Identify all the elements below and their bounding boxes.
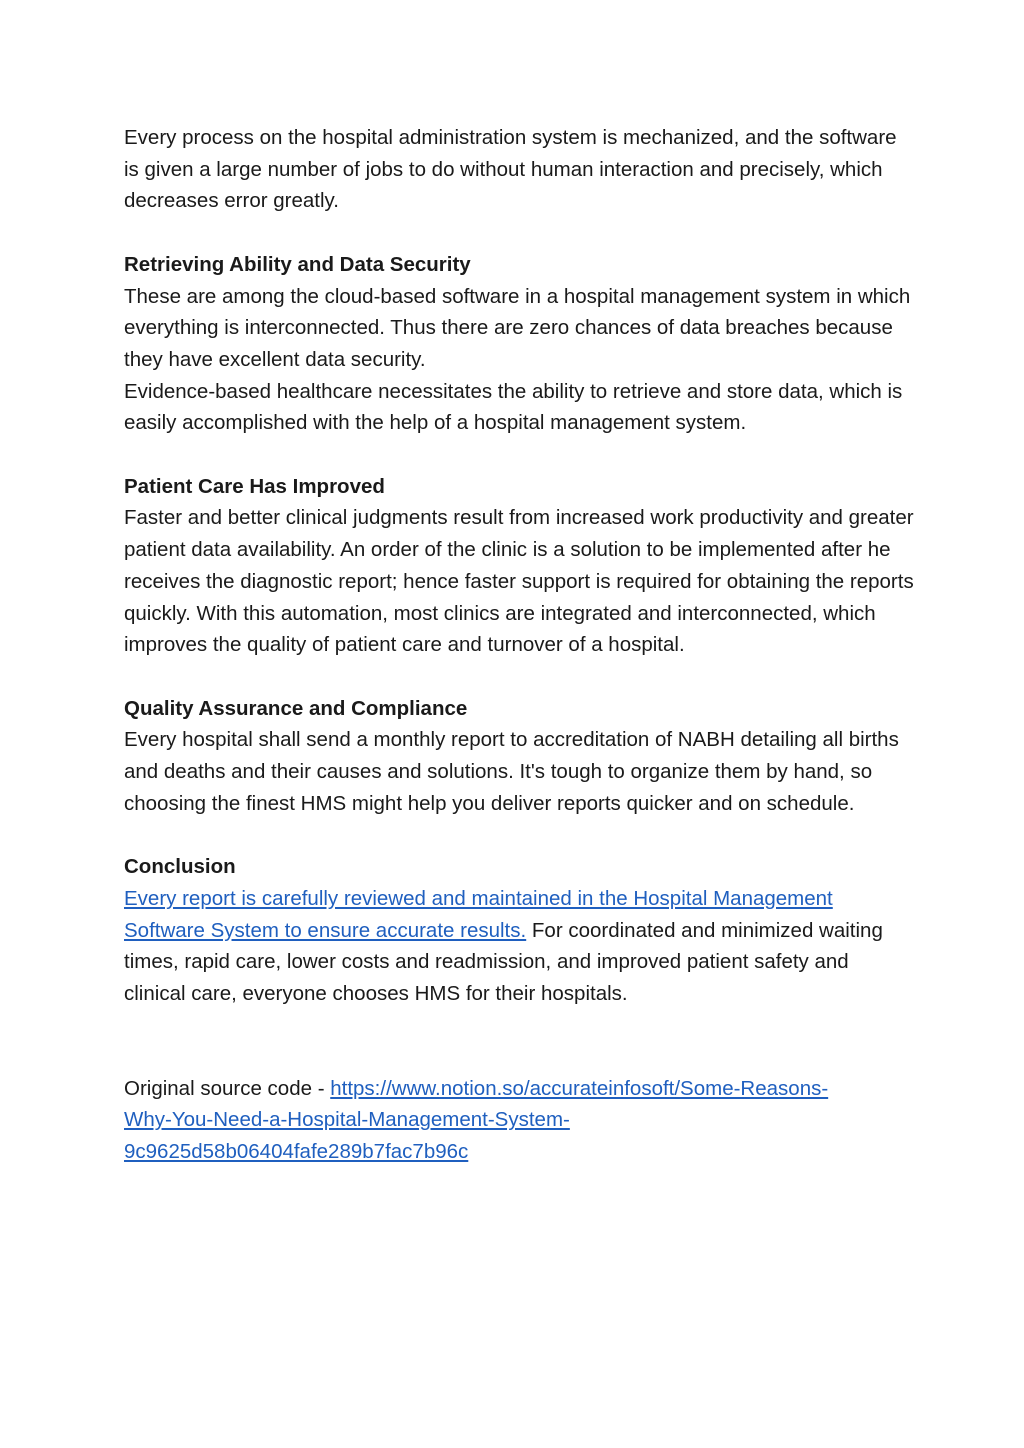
- spacer: [124, 819, 914, 851]
- document-page: [124, 122, 914, 1168]
- section-heading-quality: Quality Assurance and Compliance: [124, 696, 468, 720]
- section-heading-conclusion: Conclusion: [124, 855, 236, 879]
- source-url-link-part-3[interactable]: 9c9625d58b06404fafe289b7fac7b96c: [124, 1140, 469, 1164]
- patient-care-paragraph: Faster and better clinical judgments result from increased work productivity and greater patient data availability. An order of the clinic is a solution to be implemented after he receives the diagnostic report; hence faster support is required for obtaining the reports quickly. With this automation, most clinics are integrated and interconnected, which improves the quality of patient care and turnover of a hospital.: [124, 506, 914, 657]
- source-url-link-part-2[interactable]: Why-You-Need-a-Hospital-Management-System-: [124, 1108, 570, 1132]
- section-heading-patient-care: Patient Care Has Improved: [124, 474, 385, 498]
- source-line: [124, 1073, 914, 1105]
- source-label: Original source code -: [124, 1076, 331, 1100]
- conclusion-text: For coordinated and minimized waiting times, rapid care, lower costs and readmission, and improved patient safety and clinical care, everyone chooses HMS for their hospitals.: [124, 918, 883, 1005]
- source-url-line-3: [124, 1136, 914, 1168]
- intro-paragraph: Every process on the hospital administration system is mechanized, and the software is given a large number of jobs to do without human interaction and precisely, which decreases error greatly.: [124, 126, 897, 213]
- quality-paragraph: Every hospital shall send a monthly report to accreditation of NABH detailing all births and deaths and their causes and solutions. It's tough to organize them by hand, so choosing the finest HMS might help you deliver reports quicker and on schedule.: [124, 728, 899, 815]
- retrieving-paragraph-2: Evidence-based healthcare necessitates the ability to retrieve and store data, which is easily accomplished with the help of a hospital management system.: [124, 379, 903, 435]
- source-block: [124, 1073, 914, 1168]
- retrieving-paragraph-1: These are among the cloud-based software in a hospital management system in which everything is interconnected. Thus there are zero chances of data breaches because they have excellent data security.: [124, 284, 911, 371]
- conclusion-link[interactable]: Every report is carefully reviewed and maintained in the Hospital Management Software System to ensure accurate results.: [124, 886, 833, 942]
- source-url-line-2: [124, 1104, 914, 1136]
- section-heading-retrieving: Retrieving Ability and Data Security: [124, 252, 471, 276]
- source-url-link-part-1[interactable]: https://www.notion.so/accurateinfosoft/Some-Reasons-: [330, 1076, 829, 1100]
- spacer: [124, 439, 914, 471]
- spacer: [124, 661, 914, 693]
- conclusion-paragraph: [124, 883, 914, 1010]
- spacer: [124, 217, 914, 249]
